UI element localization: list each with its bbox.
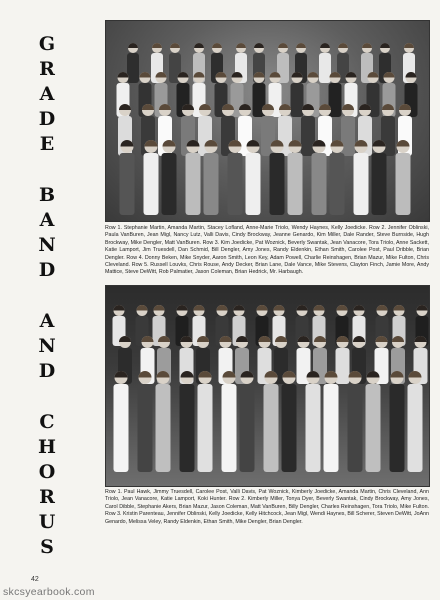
- person-body: [348, 384, 363, 472]
- person-hair: [118, 72, 129, 77]
- person-hair: [380, 43, 390, 48]
- person-body: [306, 384, 321, 472]
- person-body: [156, 384, 171, 472]
- chorus-photo-figures: [106, 286, 429, 486]
- page-number: 42: [31, 576, 39, 583]
- title-letter: O: [38, 461, 56, 483]
- person-hair: [154, 305, 165, 311]
- person-hair: [177, 305, 188, 311]
- title-letter: D: [38, 360, 56, 382]
- title-word: [39, 32, 55, 157]
- person-hair: [114, 305, 125, 311]
- person-hair: [354, 305, 365, 311]
- person-hair: [337, 305, 348, 311]
- person-hair: [278, 43, 288, 48]
- person-hair: [404, 43, 414, 48]
- person-hair: [212, 43, 222, 48]
- person-body: [138, 384, 153, 472]
- person-hair: [296, 43, 306, 48]
- chorus-photo-caption: Row 1. Paul Hawk, Jimmy Truesdell, Carolee Post, Valli Davis, Pat Woznick, Kimberly Joedicke, Amanda Martin, Chris Cleveland, Ann Triolo, Jean Vanacore, Katie Lamport, Koki Hunter. Row 2. Kimberly Miller, Tonya Dyer, Beverly Swantak, Cindy Brockway, Amy Jones, Carol Dibble, Stephanie Akers, Brian Mazur, Jason Coleman, Matt VanBuren, Billy Dengler, Charles Reinshagen, Tora Triolo, Mike Fulton. Row 3. Kristin Parenteau, Jennifer Oblinski, Kelly Joedicke, Kelly Hitchcock, Jean Migl, Wendi Haynes, Bill Scherer, Steven DeWitt, JoAnn Genardo, Melissa Veley, Randy Eldenkin, Ethan Smith, Mike Dengler, Brian Dengler.: [105, 489, 429, 525]
- band-photo-caption: Row 1. Stephanie Martin, Amanda Martin, Stacey Lofland, Anne-Marie Triolo, Wendy Haynes, Kelly Joedicke. Row 2. Jennifer Oblinski, Paula VanBuren, Jean Migl, Nancy Lutz, Valli Davis, Cindy Brockway, Jeanne Genardo, Kim Miller, Dale Rander, Steve Burnside, Hugh Brockway, Mike Dengler, Matt VanBuren. Row 3. Kim Joedicke, Pat Woznick, Beverly Swantak, Jean Vanacore, Tora Triolo, Anne Sackett, Katie Lamport, Jim Truesdell, Dan Schmid, Bill Dengler, Amy Jones, Randy Eldenkin, Ethan Smith, Carolee Post, Paul Dribble, Brian Dengler. Row 4. Donny Beken, Mike Snyder, Aaron Smith, Leon Key, Adam Powell, Charlie Reinshagen, Brian Mazur, Mike Fulton, Chris Cleveland. Row 5. Russell Louvks, Chris Rouse, Andy Decker, Brian Lane, Dale Vance, Mike Stevens, Clayton Finch, Jamie More, Andy Mattice, Steve DeWitt, Rob Palmatier, Jason Coleman, Brian Hedrick, Mr. Harbaugh.: [105, 225, 429, 276]
- person-hair: [236, 43, 246, 48]
- person-body: [390, 384, 405, 472]
- person-body: [114, 384, 129, 472]
- title-letter: E: [39, 133, 55, 155]
- person-hair: [128, 43, 138, 48]
- person-hair: [308, 72, 319, 78]
- person-hair: [338, 43, 348, 48]
- person-body: [228, 153, 243, 215]
- title-letter: G: [38, 33, 56, 55]
- person-hair: [137, 305, 148, 311]
- person-body: [240, 384, 255, 472]
- person-body: [162, 153, 177, 215]
- person-body: [354, 153, 369, 215]
- person-body: [186, 153, 201, 215]
- title-letter: A: [39, 83, 55, 105]
- person-hair: [377, 305, 388, 311]
- person-body: [222, 384, 237, 472]
- person-hair: [140, 72, 151, 77]
- title-letter: U: [38, 511, 56, 533]
- person-hair: [194, 305, 205, 311]
- person-body: [330, 153, 345, 215]
- person-body: [319, 53, 331, 83]
- person-hair: [152, 43, 162, 48]
- title-letter: D: [38, 259, 56, 281]
- person-body: [198, 384, 213, 472]
- person-body: [180, 384, 195, 472]
- person-body: [288, 153, 303, 215]
- person-hair: [254, 43, 264, 48]
- person-body: [336, 348, 350, 384]
- person-hair: [320, 43, 330, 48]
- person-body: [120, 153, 135, 215]
- title-letter: H: [38, 436, 56, 458]
- person-body: [312, 153, 327, 215]
- person-body: [366, 384, 381, 472]
- section-title: [30, 32, 64, 558]
- person-hair: [417, 305, 428, 311]
- person-hair: [170, 43, 180, 48]
- person-body: [144, 153, 159, 215]
- person-body: [204, 153, 219, 215]
- person-body: [246, 153, 261, 215]
- title-letter: S: [40, 536, 54, 558]
- title-letter: N: [38, 335, 56, 357]
- person-body: [270, 153, 285, 215]
- title-word: [38, 410, 56, 560]
- band-photo-figures: [106, 21, 429, 221]
- person-body: [301, 116, 315, 156]
- person-body: [396, 153, 411, 215]
- person-hair: [297, 305, 308, 311]
- person-hair: [217, 305, 228, 311]
- person-body: [408, 384, 423, 472]
- title-word: [38, 183, 55, 283]
- title-letter: R: [39, 486, 55, 508]
- person-body: [372, 153, 387, 215]
- person-hair: [362, 43, 372, 48]
- person-body: [282, 384, 297, 472]
- title-letter: A: [39, 209, 55, 231]
- person-hair: [394, 305, 405, 311]
- person-hair: [314, 305, 325, 311]
- title-word: [38, 309, 55, 384]
- band-group-photo: [105, 20, 430, 222]
- title-letter: D: [38, 108, 56, 130]
- title-letter: R: [39, 58, 55, 80]
- person-body: [264, 384, 279, 472]
- title-letter: C: [39, 411, 55, 433]
- person-body: [291, 83, 304, 117]
- chorus-group-photo: [105, 285, 430, 487]
- person-body: [341, 116, 355, 156]
- person-hair: [274, 305, 285, 311]
- title-letter: B: [38, 184, 56, 206]
- person-hair: [234, 305, 245, 311]
- person-body: [324, 384, 339, 472]
- person-hair: [194, 43, 204, 48]
- person-hair: [257, 305, 268, 311]
- title-letter: A: [39, 310, 55, 332]
- title-letter: N: [38, 234, 56, 256]
- watermark: skcsyearbook.com: [3, 586, 95, 598]
- person-body: [127, 53, 139, 83]
